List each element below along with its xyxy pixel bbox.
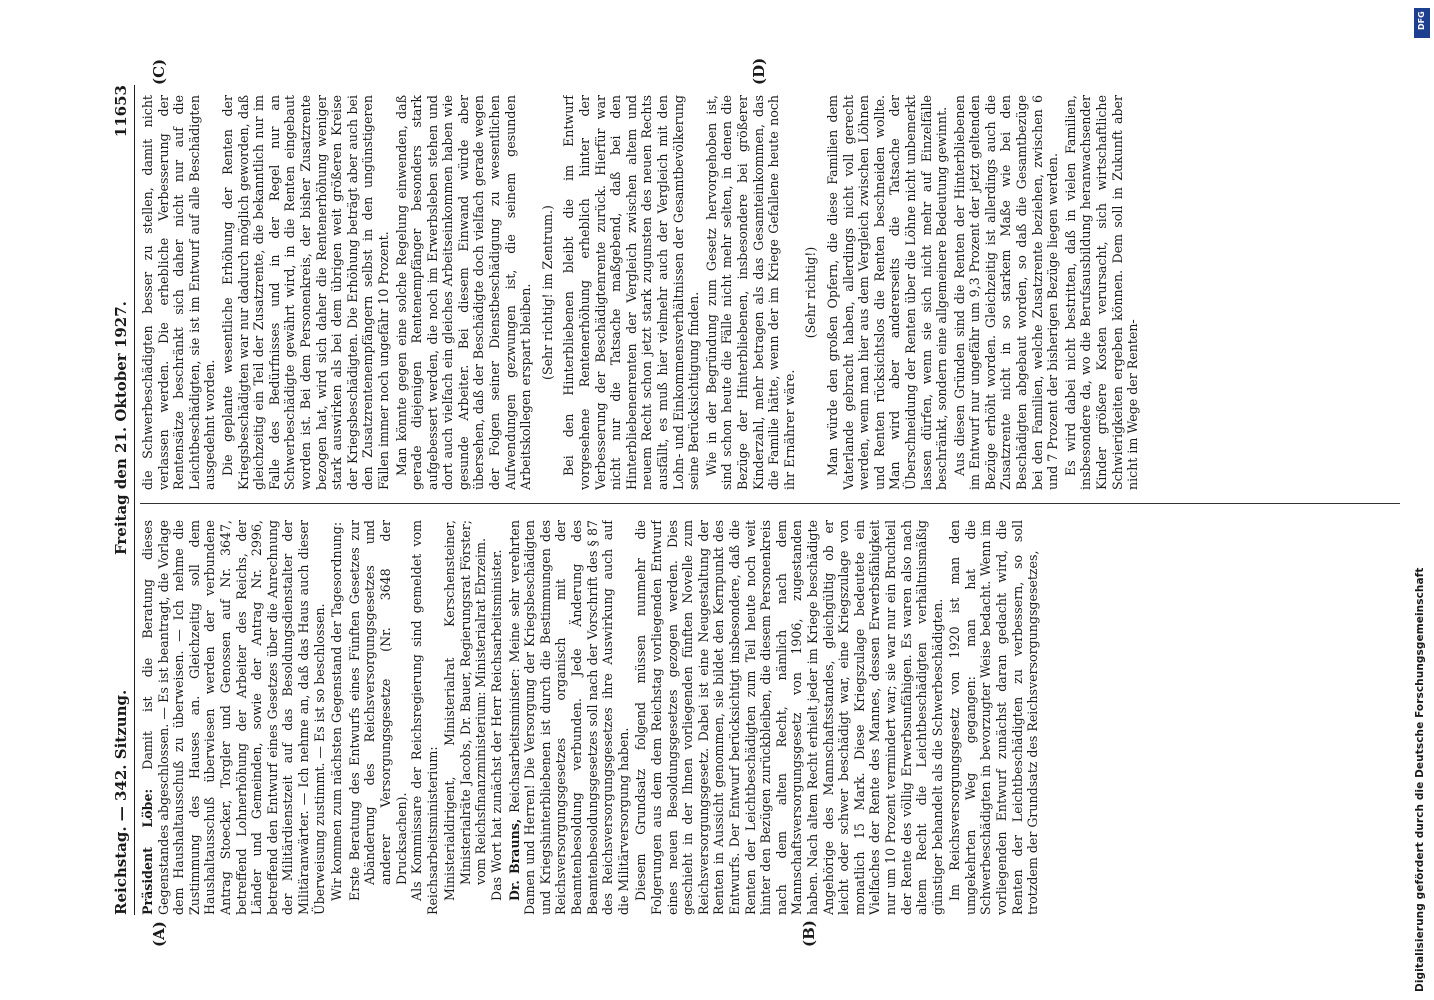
digitization-note: Digitalisierung gefördert durch die Deutsche Forschungsgemeinschaft: [1414, 567, 1426, 992]
margin-letter-c: (C): [150, 58, 168, 85]
paragraph: Das Wort hat zunächst der Herr Reichsarbeitsminister.: [489, 549, 505, 901]
paragraph: Bei den Hinterbliebenen bleibt die im Entwurf vorgesehene Rentenerhöhung erheblich hinter der Verbesserung der Beschädigtenrente zurück. Hierfür war nicht nur die Tatsache maßgebend, daß bei den Hinterbliebenenrenten der Vergleich zwischen altem und neuem Recht schon jetzt stark zugunsten des neuen Rechts ausfällt, es muß hier vielmehr auch der Vergleich mit den Lohn- und Einkommensverhältnissen der Gesamtbevölkerung seine Berücksichtigung finden.: [561, 95, 702, 490]
paragraph: Diesem Grundsatz folgend müssen nunmehr die Folgerungen aus dem dem Reichstag vorliegenden Entwurf eines neuen Besoldungsgesetzes gezogen werden. Dies geschieht in der Ihnen vorliegenden fünften Novelle zum Reichsversorgungsgesetz. Dabei ist eine Neugestaltung der Renten in Aussicht genommen, sie bildet den Kernpunkt des Entwurfs. Der Entwurf berücksichtigt insbesondere, daß die Renten der Leichtbeschädigten zum Teil heute noch weit hinter den Bezügen zurückbleiben, die diesem Personenkreis nach dem alten Recht, nämlich nach dem Mannschaftsversorgungsgesetz von 1906, zugestanden haben. Nach altem Recht erhielt jeder im Kriege beschädigte Angehörige des Mannschaftsstandes, gleichgültig ob er leicht oder schwer beschädigt war, eine Kriegszulage von monatlich 15 Mark. Diese Kriegszulage bedeutete ein Vielfaches der Rente des Mannes, dessen Erwerbsfähigkeit nur um 10 Prozent vermindert war; sie war nur ein Bruchteil der Rente des völlig Erwerbsunfähigen. Es waren also nach altem Recht die Leichtbeschädigten verhältnismäßig günstiger behandelt als die Schwerbeschädigten.: [633, 520, 945, 915]
margin-letter-b: (B): [800, 920, 818, 947]
commissioners-list: Ministerialdirigent, Ministerialrat Kerschensteiner, Ministerialräte Jacobs, Dr. Bauer, Regierungsrat Förster; vom Reichsfinanzministerium: Ministerialrat Ebrzeim.: [442, 520, 489, 901]
page-number: 11653: [112, 85, 130, 138]
header-left: Reichstag. — 342. Sitzung.: [112, 689, 130, 915]
right-column: [140, 95, 1400, 490]
paragraph: Wir kommen zum nächsten Gegenstand der Tagesordnung:: [329, 521, 345, 901]
paragraph: Dr. Brauns, Reichsarbeitsminister: Meine sehr verehrten Damen und Herren! Die Versorgung der Kriegsbeschädigten und Kriegshinterbliebenen ist durch die Bestimmungen des Reichsversorgungsgesetzes organisch mit der Beamtenbesoldung verbunden. Jede Änderung des Beamtenbesoldungsgesetzes soll nach der Vorschrift des § 87 des Reichsversorgungsgesetzes ihre Auswirkung auch auf die Militärversorgung haben.: [506, 520, 631, 915]
speaker-name: Präsident Löbe:: [140, 788, 155, 915]
paragraph: Die geplante wesentliche Erhöhung der Renten der Kriegsbeschädigten war nur dadurch möglich geworden, daß gleichzeitig ein Teil der Zusatzrente, die bekanntlich nur im Falle des Bedürfnisses und in der Regel nur an Schwerbeschädigte gewährt wird, in die Renten eingebaut worden ist. Bei dem Personenkreis, der bisher Zusatzrente bezogen hat, wird sich daher die Rentenerhöhung weniger stark auswirken als bei dem übrigen weit größeren Kreise der Kriegsbeschädigten. Die Erhöhung beträgt aber auch bei den Zusatzrentenempfängern selbst in den ungünstigeren Fällen immer noch ungefähr 10 Prozent.: [219, 95, 391, 490]
dfg-logo: DFG: [1414, 8, 1430, 38]
margin-letter-d: (D): [750, 57, 768, 85]
page-header: [110, 85, 135, 915]
header-date: Freitag den 21. Oktober 1927.: [112, 301, 130, 555]
interjection: (Sehr richtig! im Zentrum.): [539, 205, 555, 380]
margin-letter-a: (A): [150, 921, 168, 947]
paragraph: Wie in der Begründung zum Gesetz hervorgehoben ist, sind schon heute die Fälle nicht mehr selten, in denen die Bezüge der Hinterbliebenen, insbesondere bei größerer Kinderzahl, mehr betragen als das Gesamteinkommen, das die Familie hätte, wenn der im Kriege Gefallene heute noch ihr Ernährer wäre.: [703, 95, 797, 490]
speaker-name: Dr. Brauns,: [506, 818, 522, 901]
paragraph: Als Kommissare der Reichsregierung sind gemeldet vom Reichsarbeitsministerium:: [409, 520, 440, 915]
paragraph: Man würde den großen Opfern, die diese Familien dem Vaterlande gebracht haben, allerdings nicht voll gerecht werden, wenn man hier aus dem Vergleich zwischen Löhnen und Renten rücksichtslos die Renten beschneiden wollte. Man wird aber andererseits die Tatsache der Überschneidung der Renten über die Löhne nicht unbemerkt lassen dürfen, wenn sie sich nicht mehr auf Einzelfälle beschränkt, sondern eine allgemeinere Bedeutung gewinnt.: [824, 95, 950, 490]
interjection: (Sehr richtig!): [803, 246, 819, 339]
paragraph: die Schwerbeschädigten besser zu stellen, damit nicht verlassen werden. Die erhebliche Verbesserung der Rentensätze beschränkt sich daher nicht nur auf die Leichtbeschädigten, sie ist im Entwurf auf alle Beschädigten ausgedehnt worden.: [140, 95, 218, 490]
paragraph: Präsident Löbe: Damit ist die Beratung dieses Gegenstandes abgeschlossen. — Es ist beantragt, die Vorlage dem Haushaltausschuß zu überweisen. — Ich nehme die Zustimmung des Hauses an. Gleichzeitig soll dem Haushaltausschuß überwiesen werden der verbundene Antrag Stoecker, Torgler und Genossen auf Nr. 3647, betreffend Lohnerhöhung der Arbeiter des Reichs, der Länder und Gemeinden, sowie der Antrag Nr. 2996, betreffend den Entwurf eines Gesetzes über die Anrechnung der Militärdienstzeit auf das Besoldungsdienstalter der Militäranwärter. — Ich nehme an, daß das Haus auch dieser Überweisung zustimmt. — Es ist so beschlossen.: [140, 520, 327, 915]
scanned-page: [110, 57, 1410, 947]
left-column: [140, 520, 1400, 915]
paragraph: Aus diesen Gründen sind die Renten der Hinterbliebenen im Entwurf nur ungefähr um 9,3 Prozent der jetzt geltenden Bezüge erhöht worden. Gleichzeitig ist allerdings auch die Zusatzrente nicht in so starkem Maße wie bei den Beschädigten abgebaut worden, so daß die Gesamtbezüge bei den Familien, welche Zusatzrente beziehen, zwischen 6 und 7 Prozent der bisherigen Bezüge liegen werden.: [951, 95, 1061, 490]
paragraph: Man könnte gegen eine solche Regelung einwenden, daß gerade diejenigen Rentenempfänger besonders stark aufgebessert werden, die noch im Erwerbsleben stehen und dort auch vielfach ein gleiches Arbeitseinkommen haben wie gesunde Arbeiter. Bei diesem Einwand würde aber übersehen, daß der Beschädigte doch vielfach gerade wegen der Folgen seiner Dienstbeschädigung zu wesentlichen Aufwendungen gezwungen ist, die seinem gesunden Arbeitskollegen erspart bleiben.: [393, 95, 534, 490]
agenda-item: Erste Beratung des Entwurfs eines Fünften Gesetzes zur Abänderung des Reichsversorgungsgesetzes und anderer Versorgungsgesetze (Nr. 3648 der Drucksachen).: [346, 520, 409, 901]
paragraph: Im Reichsversorgungsgesetz von 1920 ist man den umgekehrten Weg gegangen: man hat die Schwerbeschädigten in bevorzugter Weise bedacht. Wenn im vorliegenden Entwurf zunächst daran gedacht wird, die Renten der Leichtbeschädigten zu verbessern, so soll trotzdem der Grundsatz des Reichsversorgungsgesetzes,: [947, 520, 1041, 915]
paragraph: Es wird dabei nicht bestritten, daß in vielen Familien, insbesondere da, wo die Berufsausbildung heranwachsender Kinder größere Kosten verursacht, sich wirtschaftliche Schwierigkeiten ergeben können. Dem soll in Zukunft aber nicht im Wege der Renten-: [1062, 95, 1141, 490]
column-divider: [140, 503, 1400, 504]
